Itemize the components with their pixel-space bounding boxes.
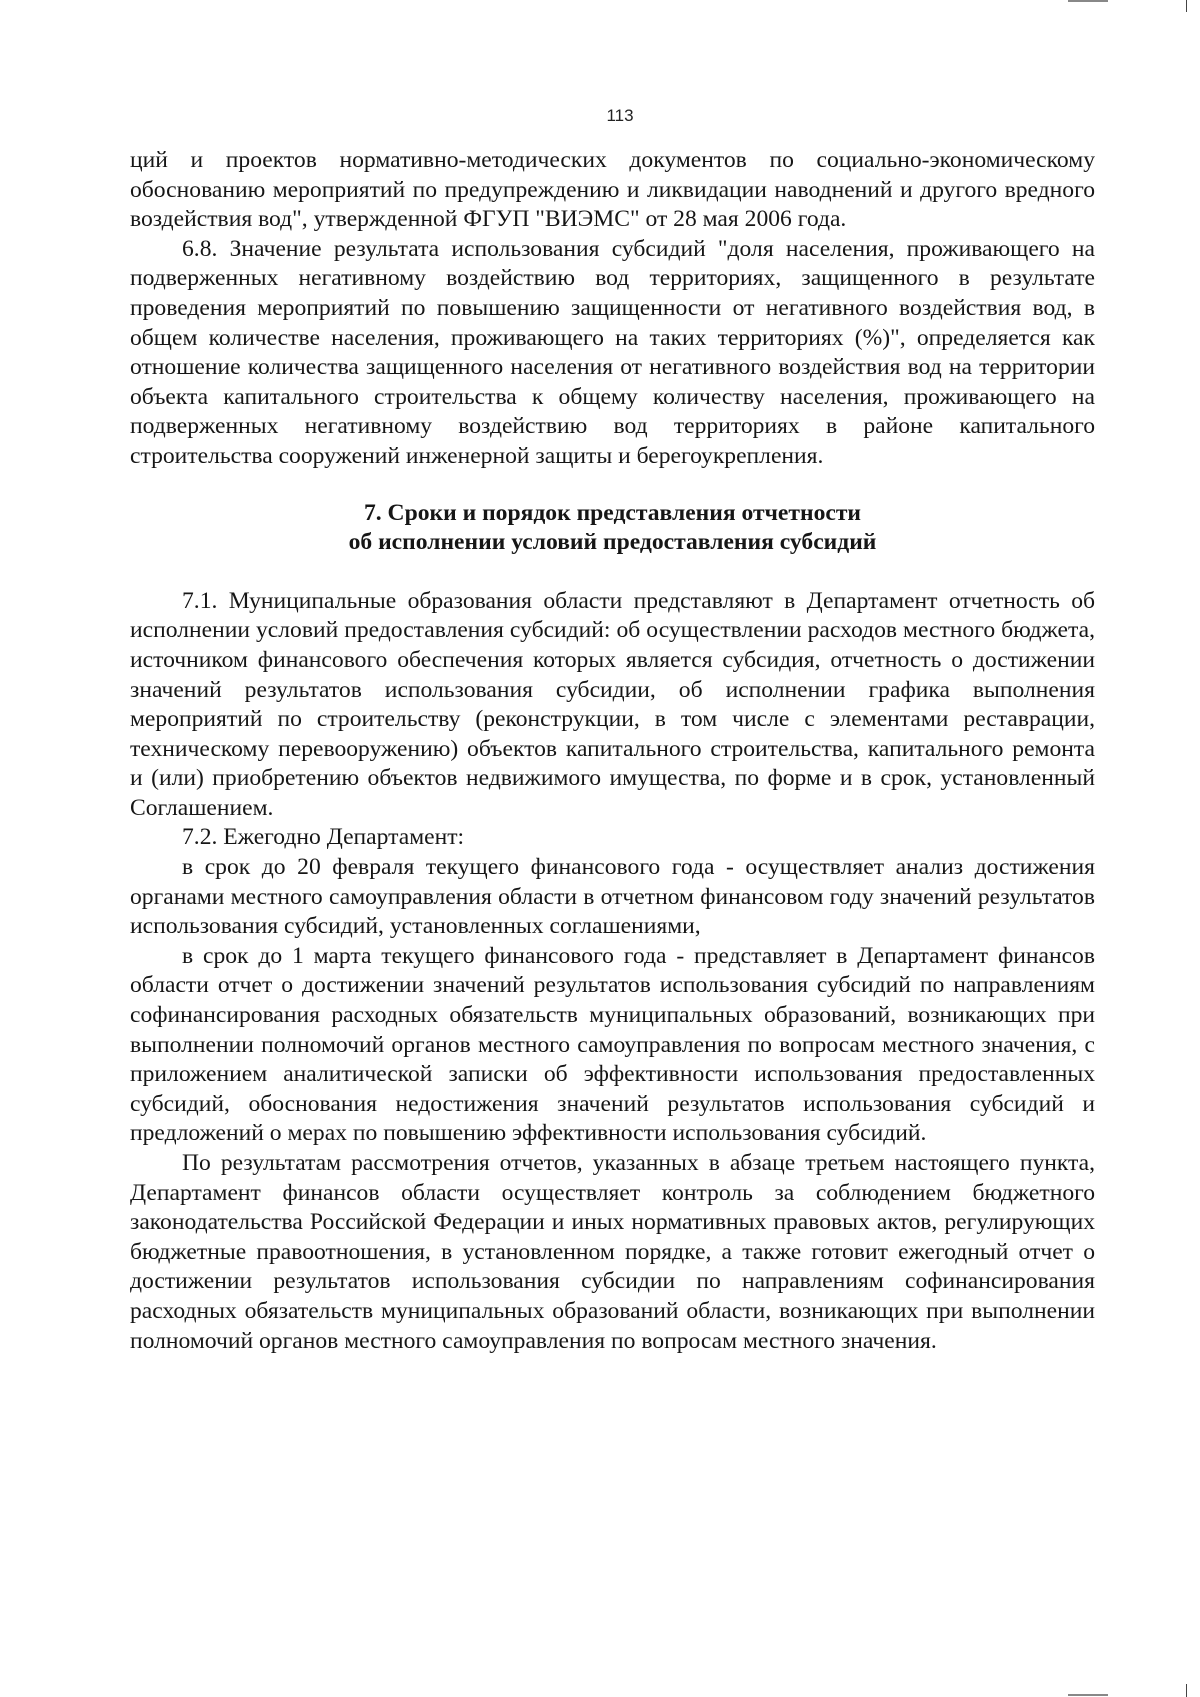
section-heading-line-1: 7. Сроки и порядок представления отчетности — [363, 499, 862, 526]
scan-edge-mark — [1186, 1684, 1187, 1697]
paragraph-6-8: 6.8. Значение результата использования субсидий "доля населения, проживающего на подверженных негативному воздействию вод территориях, защищенного в результате проведения мероприятий по повышению защищенности от негативного воздействия вод, в общем количестве населения, проживающего на таких территориях (%)", определяется как отношение количества защищенного населения от негативного воздействия вод на территории объекта капитального строительства к общему количеству населения, проживающего на подверженных негативному воздействию вод территориях в районе капитального строительства сооружений инженерной защиты и берегоукрепления. — [130, 235, 1095, 469]
paragraph-7-1: 7.1. Муниципальные образования области представляют в Департамент отчетность об исполнении условий предоставления субсидий: об осуществлении расходов местного бюджета, источником финансового обеспечения которых является субсидия, отчетность о достижении значений результатов использования субсидии, об исполнении графика выполнения мероприятий по строительству (реконструкции, в том числе с элементами реставрации, техническому перевооружению) объектов капитального строительства, капитального ремонта и (или) приобретению объектов недвижимого имущества, по форме и в срок, установленный Соглашением. — [130, 587, 1095, 821]
paragraph-continuation: ций и проектов нормативно-методических документов по социально-экономическому обоснованию мероприятий по предупреждению и ликвидации наводнений и другого вредного воздействия вод", утвержденной ФГУП "ВИЭМС" от 28 мая 2006 года. — [130, 147, 1095, 233]
page-number: 113 — [606, 106, 634, 125]
section-heading — [130, 499, 1095, 558]
scan-edge-mark — [1186, 0, 1187, 12]
paragraph-7-2-item-2: в срок до 1 марта текущего финансового года - представляет в Департамент финансов области отчет о достижении значений результатов использования субсидий по направлениям софинансирования расходных обязательств муниципальных образований, возникающих при выполнении полномочий органов местного самоуправления по вопросам местного значения, с приложением аналитической записки об эффективности использования предоставленных субсидий, обоснования недостижения значений результатов использования субсидий и предложений о мерах по повышению эффективности использования субсидий. — [130, 942, 1095, 1147]
scan-edge-mark — [1068, 1694, 1108, 1696]
paragraph-results-review: По результатам рассмотрения отчетов, указанных в абзаце третьем настоящего пункта, Департамент финансов области осуществляет контроль за соблюдением бюджетного законодательства Российской Федерации и иных нормативных правовых актов, регулирующих бюджетные правоотношения, в установленном порядке, а также готовит ежегодный отчет о достижении результатов использования субсидии по направлениям софинансирования расходных обязательств муниципальных образований области, возникающих при выполнении полномочий органов местного самоуправления по вопросам местного значения. — [130, 1150, 1095, 1354]
section-heading-line-2: об исполнении условий предоставления субсидий — [348, 529, 877, 556]
document-body — [130, 146, 1095, 1356]
paragraph-7-2-item-1: в срок до 20 февраля текущего финансового года - осуществляет анализ достижения органами местного самоуправления области в отчетном финансовом году значений результатов использования субсидий, установленных соглашениями, — [130, 854, 1095, 940]
paragraph-7-2: 7.2. Ежегодно Департамент: — [182, 824, 465, 851]
scan-edge-mark — [1068, 0, 1108, 2]
